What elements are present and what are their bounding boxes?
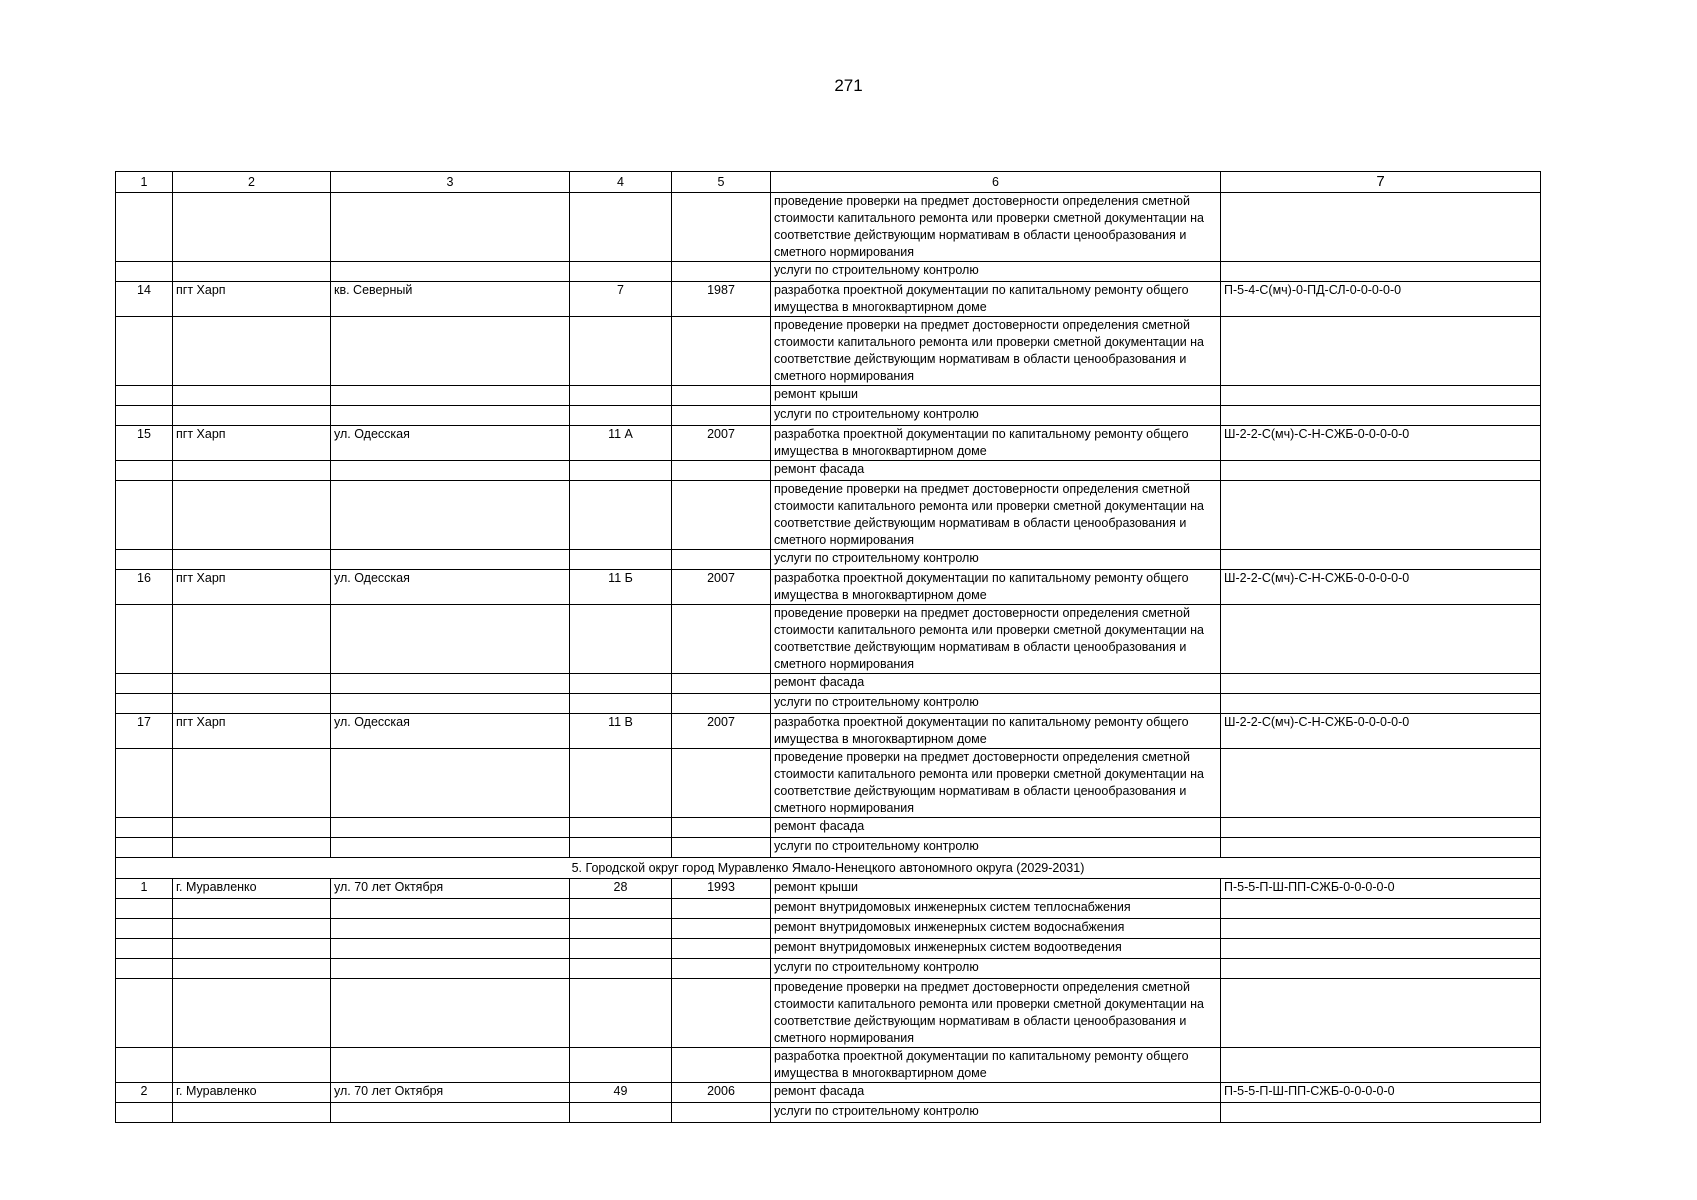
cell-code [1221, 979, 1541, 1048]
cell-house-number [570, 461, 672, 481]
cell-house-number [570, 481, 672, 550]
cell-work-type: проведение проверки на предмет достоверности определения сметной стоимости капитального ремонта или проверки сметной документации на соответствие действующим нормативам в области ценообразования и сметного нормирования [771, 317, 1221, 386]
cell-street [331, 550, 570, 570]
column-header: 2 [173, 172, 331, 193]
cell-work-type: разработка проектной документации по капитальному ремонту общего имущества в многоквартирном доме [771, 426, 1221, 461]
cell-work-type: проведение проверки на предмет достоверности определения сметной стоимости капитального ремонта или проверки сметной документации на соответствие действующим нормативам в области ценообразования и сметного нормирования [771, 481, 1221, 550]
cell-code: П-5-5-П-Ш-ПП-СЖБ-0-0-0-0-0 [1221, 879, 1541, 899]
cell-code [1221, 605, 1541, 674]
cell-year [672, 818, 771, 838]
cell-settlement [173, 461, 331, 481]
cell-work-type: услуги по строительному контролю [771, 550, 1221, 570]
cell-year [672, 959, 771, 979]
cell-year: 2007 [672, 714, 771, 749]
cell-year [672, 939, 771, 959]
cell-year [672, 386, 771, 406]
table-row [116, 899, 1541, 919]
cell-house-number: 11 А [570, 426, 672, 461]
cell-code [1221, 818, 1541, 838]
cell-house-number [570, 749, 672, 818]
cell-year [672, 749, 771, 818]
cell-code [1221, 919, 1541, 939]
cell-work-type: проведение проверки на предмет достоверности определения сметной стоимости капитального ремонта или проверки сметной документации на соответствие действующим нормативам в области ценообразования и сметного нормирования [771, 193, 1221, 262]
cell-code: П-5-5-П-Ш-ПП-СЖБ-0-0-0-0-0 [1221, 1083, 1541, 1103]
table-row [116, 317, 1541, 386]
cell-code [1221, 694, 1541, 714]
cell-number [116, 674, 173, 694]
cell-code: Ш-2-2-С(мч)-С-Н-СЖБ-0-0-0-0-0 [1221, 570, 1541, 605]
table-row [116, 193, 1541, 262]
column-header: 3 [331, 172, 570, 193]
cell-work-type: проведение проверки на предмет достоверности определения сметной стоимости капитального ремонта или проверки сметной документации на соответствие действующим нормативам в области ценообразования и сметного нормирования [771, 749, 1221, 818]
cell-code: Ш-2-2-С(мч)-С-Н-СЖБ-0-0-0-0-0 [1221, 714, 1541, 749]
cell-number: 17 [116, 714, 173, 749]
cell-street [331, 919, 570, 939]
repair-program-table [115, 171, 1541, 1123]
table-row [116, 674, 1541, 694]
table-row [116, 481, 1541, 550]
table-row [116, 1103, 1541, 1123]
cell-street [331, 674, 570, 694]
cell-street [331, 262, 570, 282]
cell-work-type: ремонт фасада [771, 461, 1221, 481]
cell-work-type: ремонт внутридомовых инженерных систем водоснабжения [771, 919, 1221, 939]
cell-house-number [570, 919, 672, 939]
cell-house-number: 11 Б [570, 570, 672, 605]
cell-settlement [173, 605, 331, 674]
cell-settlement [173, 550, 331, 570]
cell-house-number [570, 694, 672, 714]
cell-year: 2007 [672, 426, 771, 461]
cell-code: П-5-4-С(мч)-0-ПД-СЛ-0-0-0-0-0 [1221, 282, 1541, 317]
cell-number [116, 838, 173, 858]
cell-house-number: 49 [570, 1083, 672, 1103]
cell-street: кв. Северный [331, 282, 570, 317]
cell-year [672, 1048, 771, 1083]
cell-year: 2007 [672, 570, 771, 605]
table-row [116, 461, 1541, 481]
cell-number [116, 406, 173, 426]
column-header: 1 [116, 172, 173, 193]
table-row [116, 838, 1541, 858]
table-row [116, 979, 1541, 1048]
cell-number [116, 550, 173, 570]
cell-house-number [570, 899, 672, 919]
cell-house-number [570, 939, 672, 959]
page-number: 271 [834, 76, 863, 95]
cell-settlement [173, 262, 331, 282]
cell-year [672, 481, 771, 550]
cell-street [331, 1048, 570, 1083]
cell-work-type: услуги по строительному контролю [771, 1103, 1221, 1123]
cell-street [331, 406, 570, 426]
cell-work-type: разработка проектной документации по капитальному ремонту общего имущества в многоквартирном доме [771, 570, 1221, 605]
cell-street [331, 694, 570, 714]
cell-street [331, 1103, 570, 1123]
cell-settlement: г. Муравленко [173, 1083, 331, 1103]
cell-code [1221, 193, 1541, 262]
cell-code [1221, 959, 1541, 979]
cell-settlement: пгт Харп [173, 426, 331, 461]
cell-settlement: пгт Харп [173, 570, 331, 605]
cell-number [116, 818, 173, 838]
column-header: 5 [672, 172, 771, 193]
cell-code [1221, 262, 1541, 282]
cell-code [1221, 1048, 1541, 1083]
column-header: 7 [1221, 172, 1541, 193]
cell-work-type: ремонт крыши [771, 879, 1221, 899]
cell-work-type: ремонт крыши [771, 386, 1221, 406]
cell-work-type: услуги по строительному контролю [771, 406, 1221, 426]
cell-work-type: ремонт фасада [771, 818, 1221, 838]
table-row [116, 262, 1541, 282]
table-row [116, 570, 1541, 605]
cell-code [1221, 838, 1541, 858]
cell-code [1221, 550, 1541, 570]
cell-house-number [570, 406, 672, 426]
cell-house-number [570, 317, 672, 386]
cell-number [116, 1048, 173, 1083]
cell-street [331, 979, 570, 1048]
cell-settlement [173, 406, 331, 426]
cell-settlement [173, 674, 331, 694]
cell-street: ул. 70 лет Октября [331, 879, 570, 899]
cell-house-number [570, 605, 672, 674]
cell-settlement: г. Муравленко [173, 879, 331, 899]
cell-year [672, 193, 771, 262]
cell-code: Ш-2-2-С(мч)-С-Н-СЖБ-0-0-0-0-0 [1221, 426, 1541, 461]
cell-number [116, 694, 173, 714]
cell-house-number [570, 979, 672, 1048]
cell-number [116, 979, 173, 1048]
cell-number [116, 193, 173, 262]
table-row [116, 818, 1541, 838]
cell-house-number [570, 1103, 672, 1123]
cell-year [672, 406, 771, 426]
cell-year [672, 838, 771, 858]
cell-street [331, 481, 570, 550]
cell-number [116, 481, 173, 550]
cell-settlement [173, 317, 331, 386]
cell-work-type: проведение проверки на предмет достоверности определения сметной стоимости капитального ремонта или проверки сметной документации на соответствие действующим нормативам в области ценообразования и сметного нормирования [771, 605, 1221, 674]
cell-street [331, 959, 570, 979]
cell-street: ул. Одесская [331, 570, 570, 605]
cell-number: 1 [116, 879, 173, 899]
cell-street [331, 461, 570, 481]
cell-code [1221, 674, 1541, 694]
cell-house-number [570, 838, 672, 858]
table-row [116, 879, 1541, 899]
section-header-row [116, 858, 1541, 879]
cell-number [116, 461, 173, 481]
cell-house-number [570, 674, 672, 694]
cell-code [1221, 939, 1541, 959]
cell-number: 14 [116, 282, 173, 317]
cell-work-type: ремонт внутридомовых инженерных систем теплоснабжения [771, 899, 1221, 919]
table-row [116, 919, 1541, 939]
cell-settlement: пгт Харп [173, 714, 331, 749]
table-row [116, 406, 1541, 426]
cell-work-type: услуги по строительному контролю [771, 959, 1221, 979]
cell-work-type: разработка проектной документации по капитальному ремонту общего имущества в многоквартирном доме [771, 282, 1221, 317]
cell-street: ул. Одесская [331, 714, 570, 749]
cell-street [331, 939, 570, 959]
cell-work-type: ремонт фасада [771, 1083, 1221, 1103]
cell-number [116, 605, 173, 674]
table-body [116, 193, 1541, 1123]
table-row [116, 386, 1541, 406]
table-row [116, 1048, 1541, 1083]
cell-year [672, 674, 771, 694]
cell-street [331, 749, 570, 818]
table-row [116, 714, 1541, 749]
cell-work-type: услуги по строительному контролю [771, 262, 1221, 282]
cell-settlement [173, 1103, 331, 1123]
cell-house-number [570, 386, 672, 406]
cell-street [331, 838, 570, 858]
cell-street [331, 818, 570, 838]
cell-year [672, 605, 771, 674]
cell-year [672, 550, 771, 570]
table-row [116, 1083, 1541, 1103]
cell-house-number: 28 [570, 879, 672, 899]
cell-number: 2 [116, 1083, 173, 1103]
cell-settlement [173, 818, 331, 838]
cell-code [1221, 317, 1541, 386]
cell-settlement: пгт Харп [173, 282, 331, 317]
cell-number: 15 [116, 426, 173, 461]
column-header: 6 [771, 172, 1221, 193]
cell-settlement [173, 838, 331, 858]
cell-work-type: услуги по строительному контролю [771, 838, 1221, 858]
table-row [116, 550, 1541, 570]
cell-street [331, 386, 570, 406]
cell-settlement [173, 386, 331, 406]
cell-work-type: услуги по строительному контролю [771, 694, 1221, 714]
cell-settlement [173, 959, 331, 979]
cell-work-type: ремонт внутридомовых инженерных систем водоотведения [771, 939, 1221, 959]
cell-year [672, 1103, 771, 1123]
cell-code [1221, 1103, 1541, 1123]
cell-settlement [173, 694, 331, 714]
table-row [116, 282, 1541, 317]
cell-settlement [173, 919, 331, 939]
cell-code [1221, 461, 1541, 481]
cell-work-type: разработка проектной документации по капитальному ремонту общего имущества в многоквартирном доме [771, 1048, 1221, 1083]
cell-house-number [570, 1048, 672, 1083]
cell-house-number [570, 193, 672, 262]
cell-work-type: разработка проектной документации по капитальному ремонту общего имущества в многоквартирном доме [771, 714, 1221, 749]
cell-settlement [173, 979, 331, 1048]
cell-street [331, 317, 570, 386]
cell-year: 1993 [672, 879, 771, 899]
cell-street: ул. 70 лет Октября [331, 1083, 570, 1103]
table-row [116, 605, 1541, 674]
cell-settlement [173, 939, 331, 959]
table-row [116, 426, 1541, 461]
cell-number [116, 317, 173, 386]
cell-year [672, 317, 771, 386]
cell-number [116, 939, 173, 959]
cell-house-number [570, 550, 672, 570]
cell-number [116, 959, 173, 979]
cell-settlement [173, 749, 331, 818]
cell-settlement [173, 481, 331, 550]
cell-number [116, 899, 173, 919]
table-row [116, 749, 1541, 818]
cell-year [672, 919, 771, 939]
column-header: 4 [570, 172, 672, 193]
cell-year [672, 979, 771, 1048]
cell-work-type: ремонт фасада [771, 674, 1221, 694]
column-number-row [116, 172, 1541, 193]
cell-street [331, 605, 570, 674]
cell-house-number [570, 959, 672, 979]
table-row [116, 694, 1541, 714]
cell-number [116, 262, 173, 282]
cell-work-type: проведение проверки на предмет достоверности определения сметной стоимости капитального ремонта или проверки сметной документации на соответствие действующим нормативам в области ценообразования и сметного нормирования [771, 979, 1221, 1048]
cell-street: ул. Одесская [331, 426, 570, 461]
cell-number [116, 749, 173, 818]
cell-year [672, 262, 771, 282]
cell-year: 2006 [672, 1083, 771, 1103]
cell-code [1221, 386, 1541, 406]
cell-code [1221, 406, 1541, 426]
cell-code [1221, 899, 1541, 919]
cell-year [672, 461, 771, 481]
cell-number [116, 386, 173, 406]
section-title: 5. Городской округ город Муравленко Ямало-Ненецкого автономного округа (2029-2031) [116, 858, 1541, 879]
cell-settlement [173, 1048, 331, 1083]
cell-street [331, 899, 570, 919]
cell-house-number: 11 В [570, 714, 672, 749]
cell-number [116, 1103, 173, 1123]
cell-code [1221, 481, 1541, 550]
cell-house-number [570, 818, 672, 838]
cell-settlement [173, 193, 331, 262]
cell-house-number: 7 [570, 282, 672, 317]
cell-year [672, 899, 771, 919]
cell-settlement [173, 899, 331, 919]
cell-house-number [570, 262, 672, 282]
cell-number: 16 [116, 570, 173, 605]
cell-year: 1987 [672, 282, 771, 317]
table-row [116, 959, 1541, 979]
table-row [116, 939, 1541, 959]
cell-year [672, 694, 771, 714]
cell-street [331, 193, 570, 262]
cell-number [116, 919, 173, 939]
cell-code [1221, 749, 1541, 818]
